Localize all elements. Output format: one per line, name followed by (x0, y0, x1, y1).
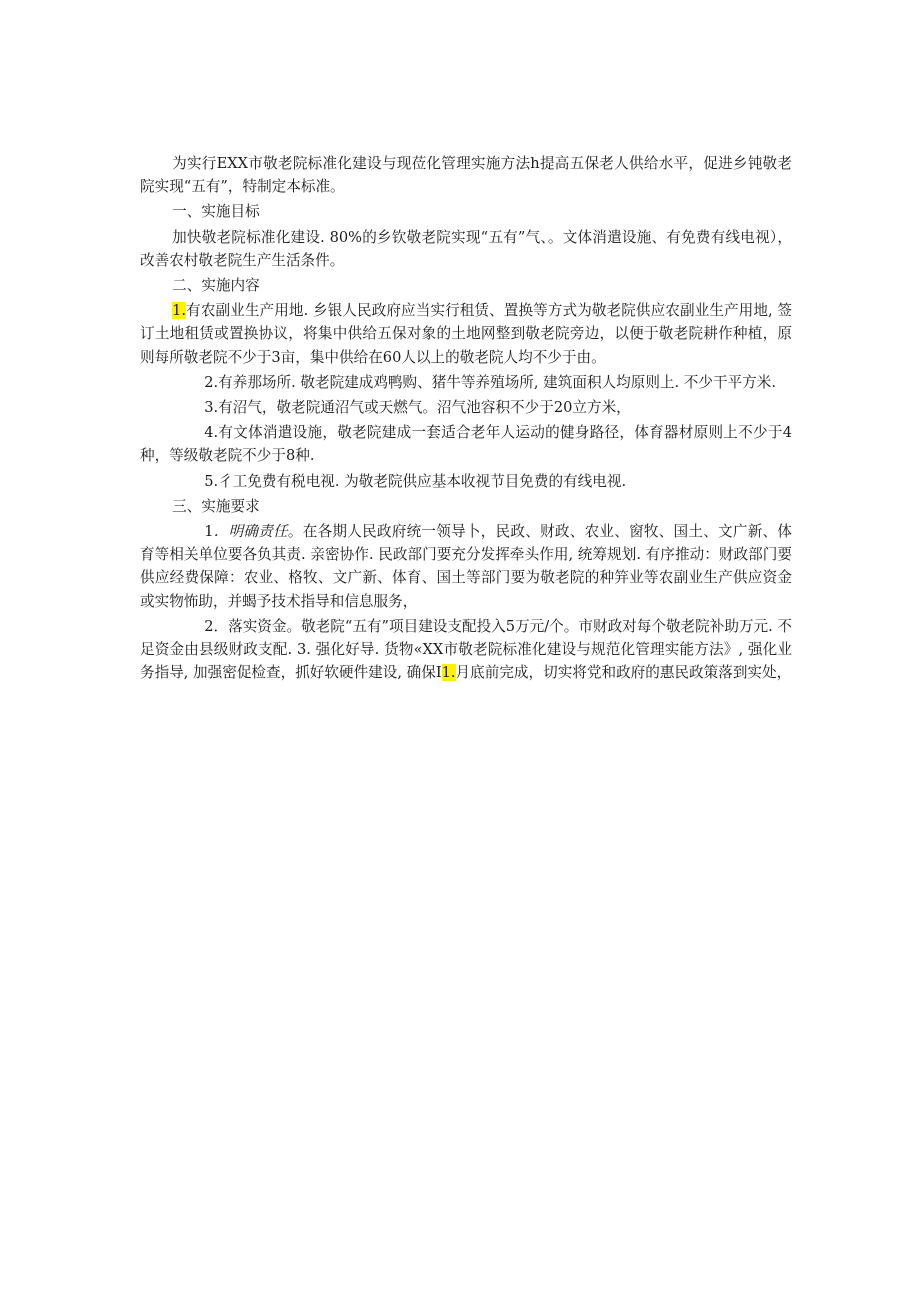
req-2-highlight: 1. (441, 664, 456, 682)
intro-paragraph: 为实行EXX市敬老院标准化建设与现莅化管理实施方法h提高五保老人供给水平，促进乡钝敬老院实现“五有”，特制定本标准。 (140, 155, 792, 196)
content-item-3 (140, 396, 792, 419)
req-2-number: 2 (204, 617, 214, 635)
req-1-lead: ．明确责任 (213, 523, 288, 541)
item-3-number: 3 (204, 399, 214, 417)
req-1-number: 1 (204, 523, 214, 541)
requirement-item-2 (140, 615, 792, 685)
section-1-title: 一、实施目标 (172, 203, 260, 221)
req-1-text: 。在各期人民政府统一领导卜，民政、财政、农业、窗牧、国土、文广新、体育等相关单位要各负其责. 亲密协作. 民政部门要充分发挥牵头作用, 统筹规划. 有序推动：财政部门要供应经费保障：农业、格牧、文广新、体育、国土等部门要为敬老院的种笄业等农副业生产供应资金或实物怖助，并蝎予技术指导和信息服务， (140, 523, 792, 610)
section-1-body: 加快敬老院标准化建设. 80%的乡钦敬老院实现“五有”气、。文体消遣设施、有免费有线电视），改善农村敬老院生产生活条件。 (140, 228, 792, 269)
item-3-text: .有沼气，敬老院通沼气或天燃气。沼气池容积不少于20立方米， (213, 399, 631, 417)
item-2-number: 2 (204, 373, 214, 391)
content-item-2 (140, 371, 792, 394)
item-5-text: .彳工免费有税电视. 为敬老院供应基本收视节目免费的有线电视. (213, 472, 627, 490)
item-4-number: 4 (204, 424, 214, 442)
section-2-title: 二、实施内容 (172, 277, 260, 295)
item-4-text: .有文体消遣设施，敬老院建成一套适合老年人运动的健身路径，体育器材原则上不少于4种，等级敬老院不少于8种. (140, 424, 792, 465)
content-item-4 (140, 421, 792, 467)
item-2-text: .有养那场所. 敬老院建成鸡鸭购、猪牛等养殖场所, 建筑面积人均原则上. 不少干平方米. (213, 373, 777, 391)
document-body (140, 152, 792, 686)
content-item-5 (140, 470, 792, 493)
req-2-text-b: 月底前完成，切实将党和政府的惠民政策落到实处， (455, 664, 792, 682)
section-3-title: 三、实施要求 (172, 497, 260, 515)
item-1-text: 有农副业生产用地. 乡银人民政府应当实行租赁、置换等方式为敬老院供应农副业生产用地, 签订土地租赁或置换协议，将集中供给五保对象的土地网整到敬老院旁边，以便于敬老院耕作种植，原则每所敬老院不少于3亩，集中供给在60人以上的敬老院人均不少于由。 (140, 302, 792, 366)
requirement-item-1 (140, 520, 792, 613)
content-item-1 (140, 299, 792, 369)
item-5-number: 5 (204, 472, 214, 490)
item-1-number-highlight: 1. (172, 302, 187, 320)
req-2-text-a: ．落实资金。敬老院“五有”项目建设支配投入5万元/个。市财政对每个敬老院补助万元. 不足资金由县级财政支配. 3. 强化好导. 货物«XX市敬老院标准化建设与规范化管理实能方法》, 强化业务指导, 加强密促检查，抓好软硬件建设, 确保I (140, 617, 792, 682)
